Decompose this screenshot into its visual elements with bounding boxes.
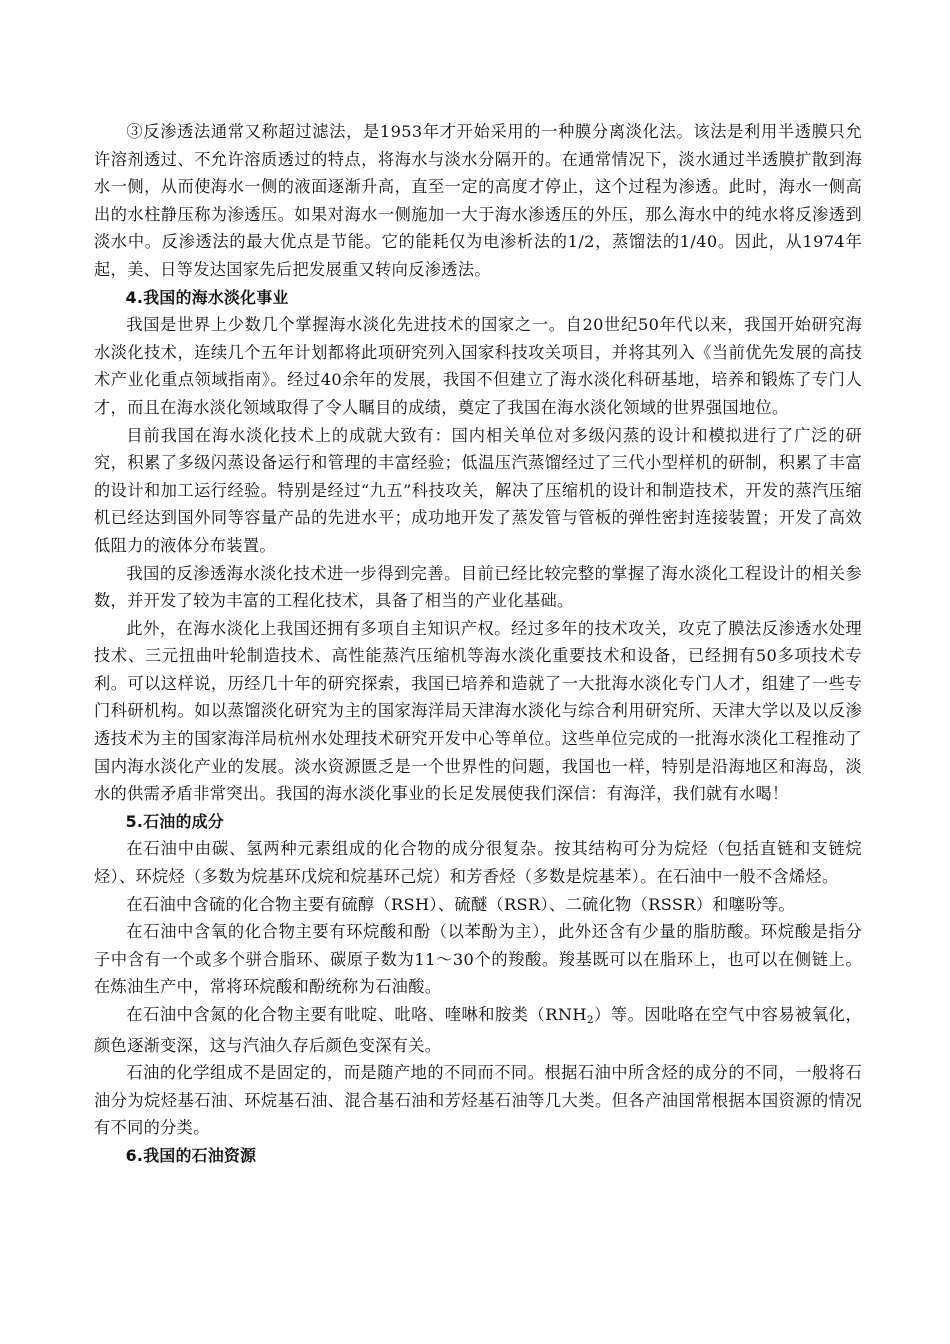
paragraph-petroleum-classification: 石油的化学组成不是固定的，而是随产地的不同而不同。根据石油中所含烃的成分的不同，一般将石油分为烷烃基石油、环烷基石油、混合基石油和芳烃基石油等几大类。但各产油国常根据本国资源的情况有不同的分类。 (94, 1063, 862, 1138)
paragraph-hydrocarbons: 在石油中由碳、氢两种元素组成的化合物的成分很复杂。按其结构可分为烷烃（包括直链和支链烷烃）、环烷烃（多数为烷基环戊烷和烷基环己烷）和芳香烃（多数是烷基苯）。在石油中一般不含烯烃。 (94, 839, 862, 887)
paragraph-desalination-achievements: 目前我国在海水淡化技术上的成就大致有：国内相关单位对多级闪蒸的设计和模拟进行了广泛的研究，积累了多级闪蒸设备运行和管理的丰富经验；低温压汽蒸馏经过了三代小型样机的研制，积累了丰富的设计和加工运行经验。特别是经过“九五”科技攻关，解决了压缩机的设计和制造技术，开发的蒸汽压缩机已经达到国外同等容量产品的先进水平；成功地开发了蒸发管与管板的弹性密封连接装置；开发了高效低阻力的液体分布装置。 (94, 425, 862, 555)
paragraph-nitrogen-compounds (94, 1001, 862, 1059)
paragraph-desalination-history: 我国是世界上少数几个掌握海水淡化先进技术的国家之一。自20世纪50年代以来，我国开始研究海水淡化技术，连续几个五年计划都将此项研究列入国家科技攻关项目，并将其列入《当前优先发展的高技术产业化重点领域指南》。经过40余年的发展，我国不但建立了海水淡化科研基地，培养和锻炼了专门人才，而且在海水淡化领域取得了令人瞩目的成绩，奠定了我国在海水淡化领域的世界强国地位。 (94, 315, 862, 417)
subscript-2: 2 (586, 1013, 594, 1026)
paragraph-reverse-osmosis-tech: 我国的反渗透海水淡化技术进一步得到完善。目前已经比较完整的掌握了海水淡化工程设计的相关参数，并开发了较为丰富的工程化技术，具备了相当的产业化基础。 (94, 563, 862, 611)
paragraph-oxygen-compounds: 在石油中含氧的化合物主要有环烷酸和酚（以苯酚为主），此外还含有少量的脂肪酸。环烷酸是指分子中含有一个或多个骈合脂环、碳原子数为11～30个的羧酸。羧基既可以在脂环上，也可以在侧链上。在炼油生产中，常将环烷酸和酚统称为石油酸。 (94, 922, 862, 997)
paragraph-sulfur-compounds: 在石油中含硫的化合物主要有硫醇（RSH）、硫醚（RSR）、二硫化物（RSSR）和噻吩等。 (126, 894, 796, 914)
section-heading-petroleum-composition: 5.石油的成分 (125, 811, 225, 831)
section-heading-petroleum-resources: 6.我国的石油资源 (125, 1145, 257, 1165)
document-page (94, 118, 862, 1170)
nitrogen-text-after: ）等。因吡咯在空气中容易被氧化，颜色逐渐变深，这与汽油久存后颜色变深有关。 (94, 1005, 862, 1055)
nitrogen-text-before: 在石油中含氮的化合物主要有吡啶、吡咯、喹啉和胺类（RNH (126, 1005, 587, 1024)
section-heading-desalination: 4.我国的海水淡化事业 (125, 287, 289, 307)
paragraph-intellectual-property: 此外，在海水淡化上我国还拥有多项自主知识产权。经过多年的技术攻关，攻克了膜法反渗透水处理技术、三元扭曲叶轮制造技术、高性能蒸汽压缩机等海水淡化重要技术和设备，已经拥有50多项技术专利。可以这样说，历经几十年的研究探索，我国已培养和造就了一大批海水淡化专门人才，组建了一些专门科研机构。如以蒸馏淡化研究为主的国家海洋局天津海水淡化与综合利用研究所、天津大学以及以反渗透技术为主的国家海洋局杭州水处理技术研究开发中心等单位。这些单位完成的一批海水淡化工程推动了国内海水淡化产业的发展。淡水资源匮乏是一个世界性的问题，我国也一样，特别是沿海地区和海岛，淡水的供需矛盾非常突出。我国的海水淡化事业的长足发展使我们深信：有海洋，我们就有水喝！ (94, 618, 862, 804)
paragraph-reverse-osmosis: ③反渗透法通常又称超过滤法，是1953年才开始采用的一种膜分离淡化法。该法是利用半透膜只允许溶剂透过、不允许溶质透过的特点，将海水与淡水分隔开的。在通常情况下，淡水通过半透膜扩散到海水一侧，从而使海水一侧的液面逐渐升高，直至一定的高度才停止，这个过程为渗透。此时，海水一侧高出的水柱静压称为渗透压。如果对海水一侧施加一大于海水渗透压的外压，那么海水中的纯水将反渗透到淡水中。反渗透法的最大优点是节能。它的能耗仅为电渗析法的1/2，蒸馏法的1/40。因此，从1974年起，美、日等发达国家先后把发展重又转向反渗透法。 (94, 122, 862, 279)
